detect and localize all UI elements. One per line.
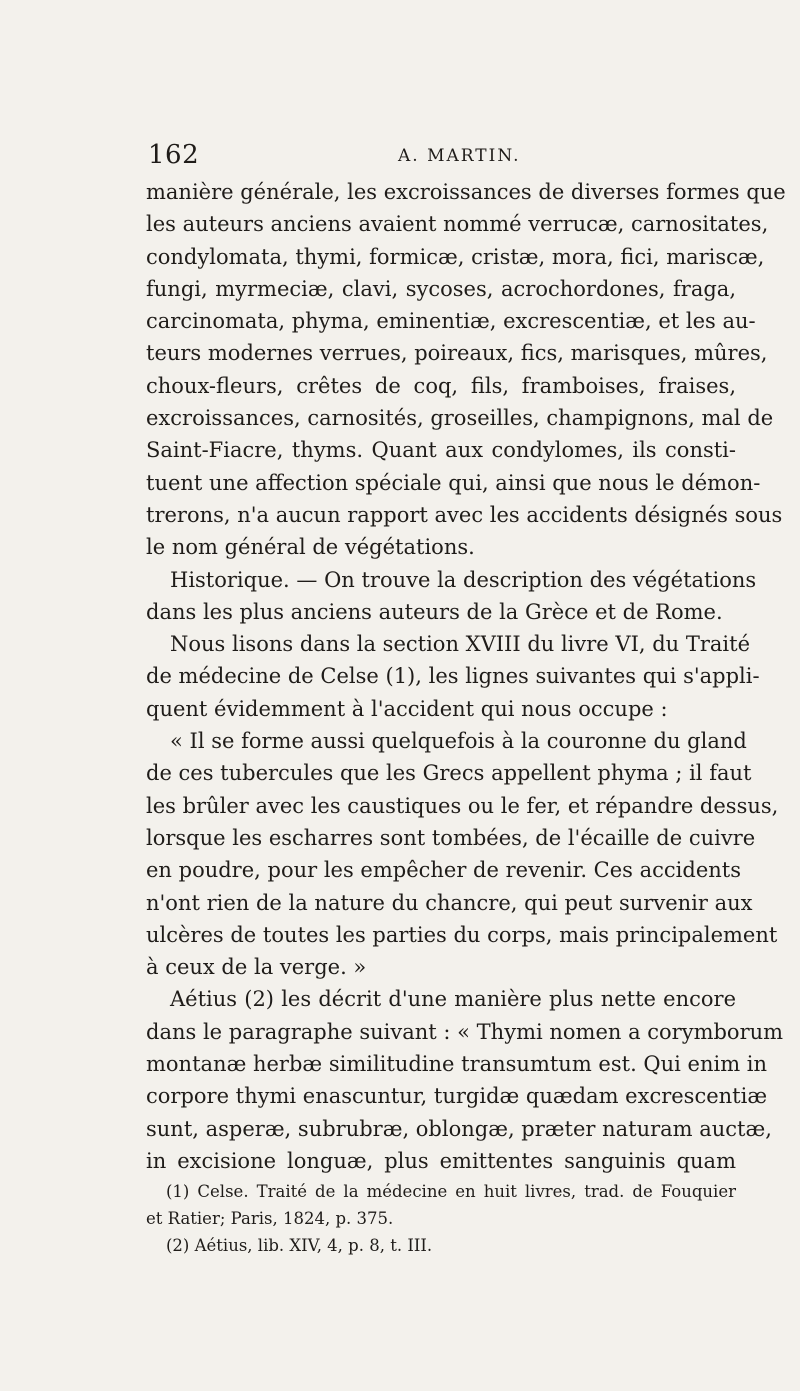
text-line: condylomata, thymi, formicæ, cristæ, mora, fici, mariscæ, bbox=[146, 244, 765, 269]
text-line: tuent une affection spéciale qui, ainsi que nous le démon- bbox=[146, 470, 761, 495]
text-line: le nom général de végétations. bbox=[146, 535, 475, 560]
text-line: quent évidemment à l'accident qui nous occupe : bbox=[146, 696, 668, 721]
text-line: teurs modernes verrues, poireaux, fics, marisques, mûres, bbox=[146, 341, 768, 366]
text-line: dans les plus anciens auteurs de la Grèce et de Rome. bbox=[146, 599, 723, 624]
text-line: Historique. — On trouve la description des végétations bbox=[170, 567, 757, 592]
text-line: ulcères de toutes les parties du corps, mais principalement bbox=[146, 922, 778, 947]
text-line: Nous lisons dans la section XVIII du livre VI, du Traité bbox=[170, 632, 751, 657]
text-line: n'ont rien de la nature du chancre, qui peut survenir aux bbox=[146, 890, 753, 915]
text-line: Saint-Fiacre, thyms. Quant aux condylomes, ils consti- bbox=[146, 438, 736, 463]
text-line: de ces tubercules que les Grecs appellent phyma ; il faut bbox=[146, 761, 752, 786]
text-line: à ceux de la verge. » bbox=[146, 955, 367, 980]
text-line: sunt, asperæ, subrubræ, oblongæ, præter naturam auctæ, bbox=[146, 1116, 772, 1141]
text-line: en poudre, pour les empêcher de revenir. Ces accidents bbox=[146, 858, 742, 883]
running-head: A. MARTIN. bbox=[398, 146, 521, 166]
text-line: carcinomata, phyma, eminentiæ, excrescentiæ, et les au- bbox=[146, 309, 756, 334]
text-line: dans le paragraphe suivant : « Thymi nomen a corymborum bbox=[146, 1019, 784, 1044]
text-line: les auteurs anciens avaient nommé verrucæ, carnositates, bbox=[146, 212, 769, 237]
text-line: in excisione longuæ, plus emittentes sanguinis quam bbox=[146, 1148, 736, 1173]
footnotes bbox=[146, 1178, 736, 1259]
page-header bbox=[148, 140, 734, 174]
text-line: corpore thymi enascuntur, turgidæ quædam excrescentiæ bbox=[146, 1084, 768, 1109]
body-text bbox=[146, 176, 786, 1177]
footnote-1-continued: et Ratier; Paris, 1824, p. 375. bbox=[146, 1209, 394, 1228]
text-line: fungi, myrmeciæ, clavi, sycoses, acrochordones, fraga, bbox=[146, 276, 736, 301]
text-line: de médecine de Celse (1), les lignes suivantes qui s'appli- bbox=[146, 664, 760, 689]
page-number: 162 bbox=[148, 140, 200, 170]
text-line: Aétius (2) les décrit d'une manière plus nette encore bbox=[170, 987, 736, 1012]
text-line: choux-fleurs, crêtes de coq, fils, framboises, fraises, bbox=[146, 373, 736, 398]
text-line: trerons, n'a aucun rapport avec les accidents désignés sous bbox=[146, 502, 783, 527]
text-line: montanæ herbæ similitudine transumtum est. Qui enim in bbox=[146, 1052, 768, 1077]
text-line: « Il se forme aussi quelquefois à la couronne du gland bbox=[170, 729, 747, 754]
text-line: excroissances, carnosités, groseilles, champignons, mal de bbox=[146, 406, 774, 431]
text-line: les brûler avec les caustiques ou le fer, et répandre dessus, bbox=[146, 793, 779, 818]
text-line: manière générale, les excroissances de diverses formes que bbox=[146, 180, 786, 204]
footnote-2: (2) Aétius, lib. XIV, 4, p. 8, t. III. bbox=[166, 1236, 433, 1255]
text-line: lorsque les escharres sont tombées, de l'écaille de cuivre bbox=[146, 825, 756, 850]
footnote-1: (1) Celse. Traité de la médecine en huit livres, trad. de Fouquier bbox=[166, 1182, 736, 1201]
